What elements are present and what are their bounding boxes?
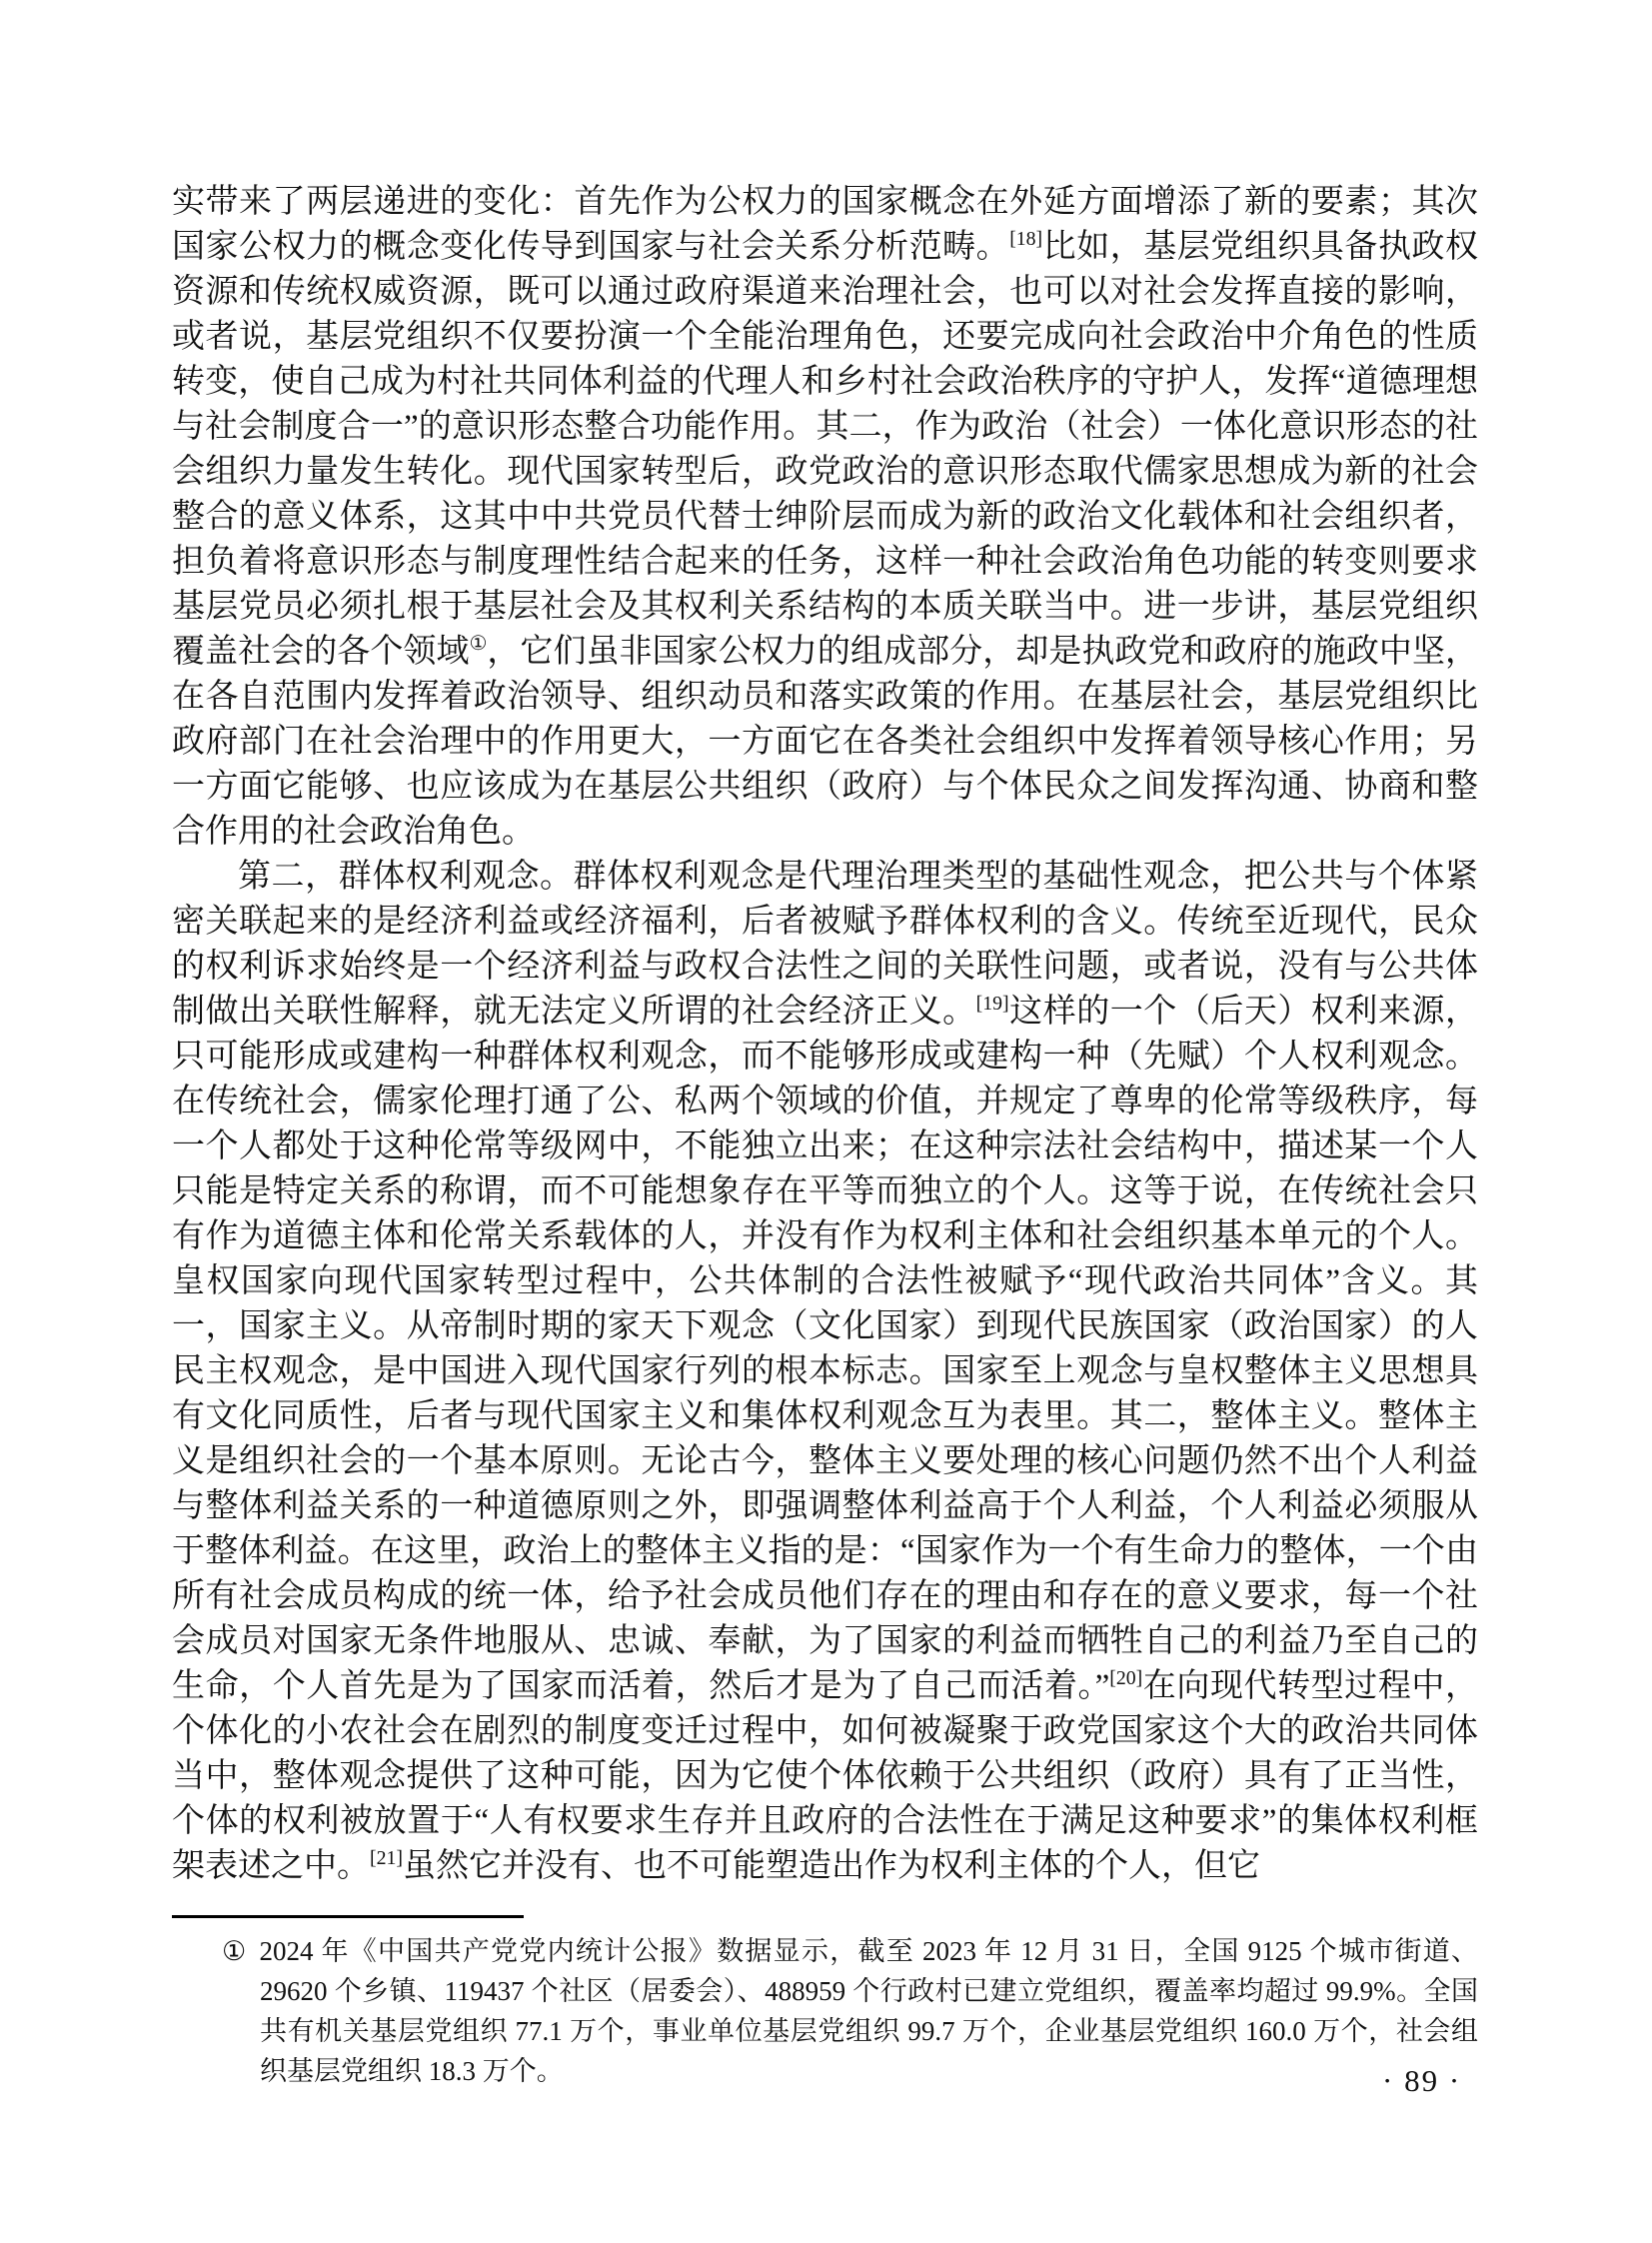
footnote-block bbox=[172, 1931, 1478, 2091]
superscript-ref: [18] bbox=[1009, 228, 1043, 250]
text-run: 这样的一个（后天）权利来源，只可能形成或建构一种群体权利观念，而不能够形成或建构一种（先赋）个人权利观念。在传统社会，儒家伦理打通了公、私两个领域的价值，并规定了尊卑的伦常等级秩序，每一个人都处于这种伦常等级网中，不能独立出来；在这种宗法社会结构中，描述某一个人只能是特定关系的称谓，而不可能想象存在平等而独立的个人。这等于说，在传统社会只有作为道德主体和伦常关系载体的人，并没有作为权利主体和社会组织基本单元的个人。皇权国家向现代国家转型过程中，公共体制的合法性被赋予“现代政治共同体”含义。其一，国家主义。从帝制时期的家天下观念（文化国家）到现代民族国家（政治国家）的人民主权观念，是中国进入现代国家行列的根本标志。国家至上观念与皇权整体主义思想具有文化同质性，后者与现代国家主义和集体权利观念互为表里。其二，整体主义。整体主义是组织社会的一个基本原则。无论古今，整体主义要处理的核心问题仍然不出个人利益与整体利益关系的一种道德原则之外，即强调整体利益高于个人利益，个人利益必须服从于整体利益。在这里，政治上的整体主义指的是：“国家作为一个有生命力的整体，一个由所有社会成员构成的统一体，给予社会成员他们存在的理由和存在的意义要求，每一个社会成员对国家无条件地服从、忠诚、奉献，为了国家的利益而牺牲自己的利益乃至自己的生命，个人首先是为了国家而活着，然后才是为了自己而活着。” bbox=[172, 994, 1479, 1704]
superscript-ref: ① bbox=[469, 633, 488, 655]
footnote-text: 2024 年《中国共产党党内统计公报》数据显示，截至 2023 年 12 月 31 日，全国 9125 个城市街道、29620 个乡镇、119437 个社区（居委会）、488959 个行政村已建立党组织，覆盖率均超过 99.9%。全国共有机关基层党组织 77.1 万个，事业单位基层党组织 99.7 万个，企业基层党组织 160.0 万个，社会组织基层党组织 18.3 万个。 bbox=[259, 1936, 1478, 2086]
superscript-ref: [19] bbox=[975, 993, 1009, 1015]
text-run: 第二，群体权利观念。群体权利观念是代理治理类型的基础性观念，把公共与个体紧密关联起来的是经济利益或经济福利，后者被赋予群体权利的含义。传统至近现代，民众的权利诉求始终是一个经济利益与政权合法性之间的关联性问题，或者说，没有与公共体制做出关联性解释，就无法定义所谓的社会经济正义。 bbox=[172, 859, 1478, 1030]
footnote-marker: ① bbox=[222, 1936, 248, 1966]
body-text-block bbox=[172, 180, 1478, 1889]
body-paragraph-1 bbox=[172, 180, 1478, 855]
text-run: ，它们虽非国家公权力的组成部分，却是执政党和政府的施政中坚，在各自范围内发挥着政治领导、组织动员和落实政策的作用。在基层社会，基层党组织比政府部门在社会治理中的作用更大，一方面它在各类社会组织中发挥着领导核心作用；另一方面它能够、也应该成为在基层公共组织（政府）与个体民众之间发挥沟通、协商和整合作用的社会政治角色。 bbox=[172, 634, 1479, 850]
superscript-ref: [21] bbox=[370, 1847, 403, 1869]
superscript-ref: [20] bbox=[1109, 1667, 1143, 1689]
text-run: 虽然它并没有、也不可能塑造出作为权利主体的个人，但它 bbox=[402, 1848, 1260, 1884]
body-paragraph-2 bbox=[172, 855, 1478, 1889]
footnote-divider bbox=[172, 1915, 524, 1918]
page-number: · 89 · bbox=[1382, 2063, 1462, 2098]
text-run: 在向现代转型过程中，个体化的小农社会在剧烈的制度变迁过程中，如何被凝聚于政党国家这个大的政治共同体当中，整体观念提供了这种可能，因为它使个体依赖于公共组织（政府）具有了正当性，个体的权利被放置于“人有权要求生存并且政府的合法性在于满足这种要求”的集体权利框架表述之中。 bbox=[172, 1668, 1478, 1884]
text-run: 实带来了两层递进的变化：首先作为公权力的国家概念在外延方面增添了新的要素；其次国家公权力的概念变化传导到国家与社会关系分析范畴。 bbox=[172, 184, 1478, 265]
text-run: 比如，基层党组织具备执政权资源和传统权威资源，既可以通过政府渠道来治理社会，也可以对社会发挥直接的影响，或者说，基层党组织不仅要扮演一个全能治理角色，还要完成向社会政治中介角色的性质转变，使自己成为村社共同体利益的代理人和乡村社会政治秩序的守护人，发挥“道德理想与社会制度合一”的意识形态整合功能作用。其二，作为政治（社会）一体化意识形态的社会组织力量发生转化。现代国家转型后，政党政治的意识形态取代儒家思想成为新的社会整合的意义体系，这其中中共党员代替士绅阶层而成为新的政治文化载体和社会组织者，担负着将意识形态与制度理性结合起来的任务，这样一种社会政治角色功能的转变则要求基层党员必须扎根于基层社会及其权利关系结构的本质关联当中。进一步讲，基层党组织覆盖社会的各个领域 bbox=[172, 229, 1479, 670]
footnote-item bbox=[222, 1931, 1478, 2091]
